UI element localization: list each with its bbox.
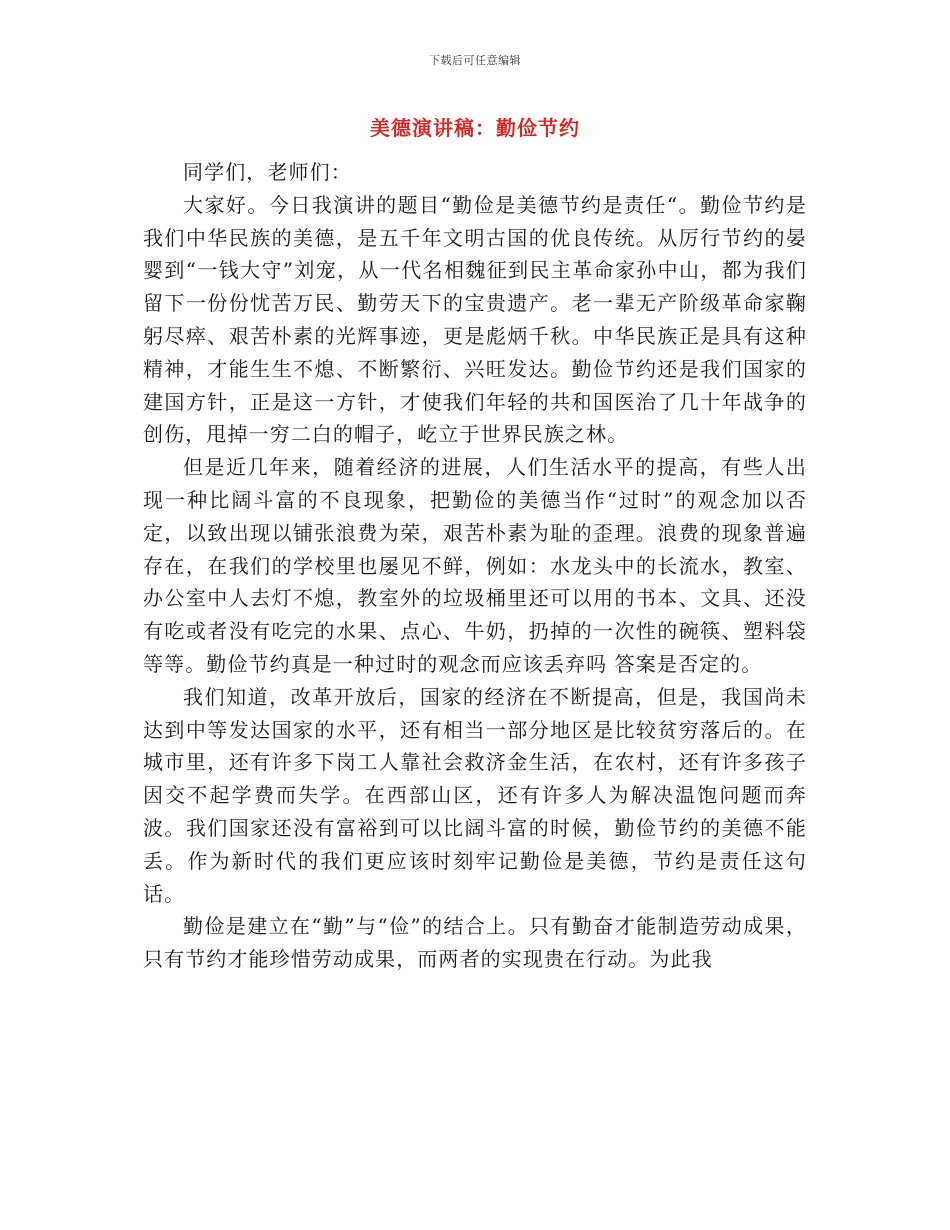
paragraph-2: 但是近几年来，随着经济的进展，人们生活水平的提高，有些人出现一种比阔斗富的不良现象，把勤俭的美德当作“过时”的观念加以否定，以致出现以铺张浪费为荣，艰苦朴素为耻的歪理。浪费的现象普遍存在，在我们的学校里也屡见不鲜，例如：水龙头中的长流水，教室、办公室中人去灯不熄，教室外的垃圾桶里还可以用的书本、文具、还没有吃或者没有吃完的水果、点心、牛奶，扔掉的一次性的碗筷、塑料袋等等。勤俭节约真是一种过时的观念而应该丢弃吗 答案是否定的。 [143,455,807,676]
document-body [143,156,807,976]
paragraph-4: 勤俭是建立在“勤”与“俭”的结合上。只有勤奋才能制造劳动成果，只有节约才能珍惜劳动成果，而两者的实现贵在行动。为此我 [143,914,807,972]
paragraph-3: 我们知道，改革开放后，国家的经济在不断提高，但是，我国尚未达到中等发达国家的水平，还有相当一部分地区是比较贫穷落后的。在城市里，还有许多下岗工人靠社会救济金生活，在农村，还有许多孩子因交不起学费而失学。在西部山区，还有许多人为解决温饱问题而奔波。我们国家还没有富裕到可以比阔斗富的时候，勤俭节约的美德不能丢。作为新时代的我们更应该时刻牢记勤俭是美德，节约是责任这句话。 [143,684,807,906]
header-note: 下载后可任意编辑 [429,54,521,67]
document-title: 美德演讲稿：勤俭节约 [370,116,580,140]
paragraph-1: 大家好。今日我演讲的题目“勤俭是美德节约是责任“。勤俭节约是我们中华民族的美德，是五千年文明古国的优良传统。从厉行节约的晏婴到“一钱大守”刘宠，从一代名相魏征到民主革命家孙中山，都为我们留下一份份忧苦万民、勤劳天下的宝贵遗产。老一辈无产阶级革命家鞠躬尽瘁、艰苦朴素的光辉事迹，更是彪炳千秋。中华民族正是具有这种精神，才能生生不熄、不断繁衍、兴旺发达。勤俭节约还是我们国家的建国方针，正是这一方针，才使我们年轻的共和国医治了几十年战争的创伤，甩掉一穷二白的帽子，屹立于世界民族之林。 [143,192,807,447]
paragraph-greeting: 同学们，老师们： [183,160,352,184]
